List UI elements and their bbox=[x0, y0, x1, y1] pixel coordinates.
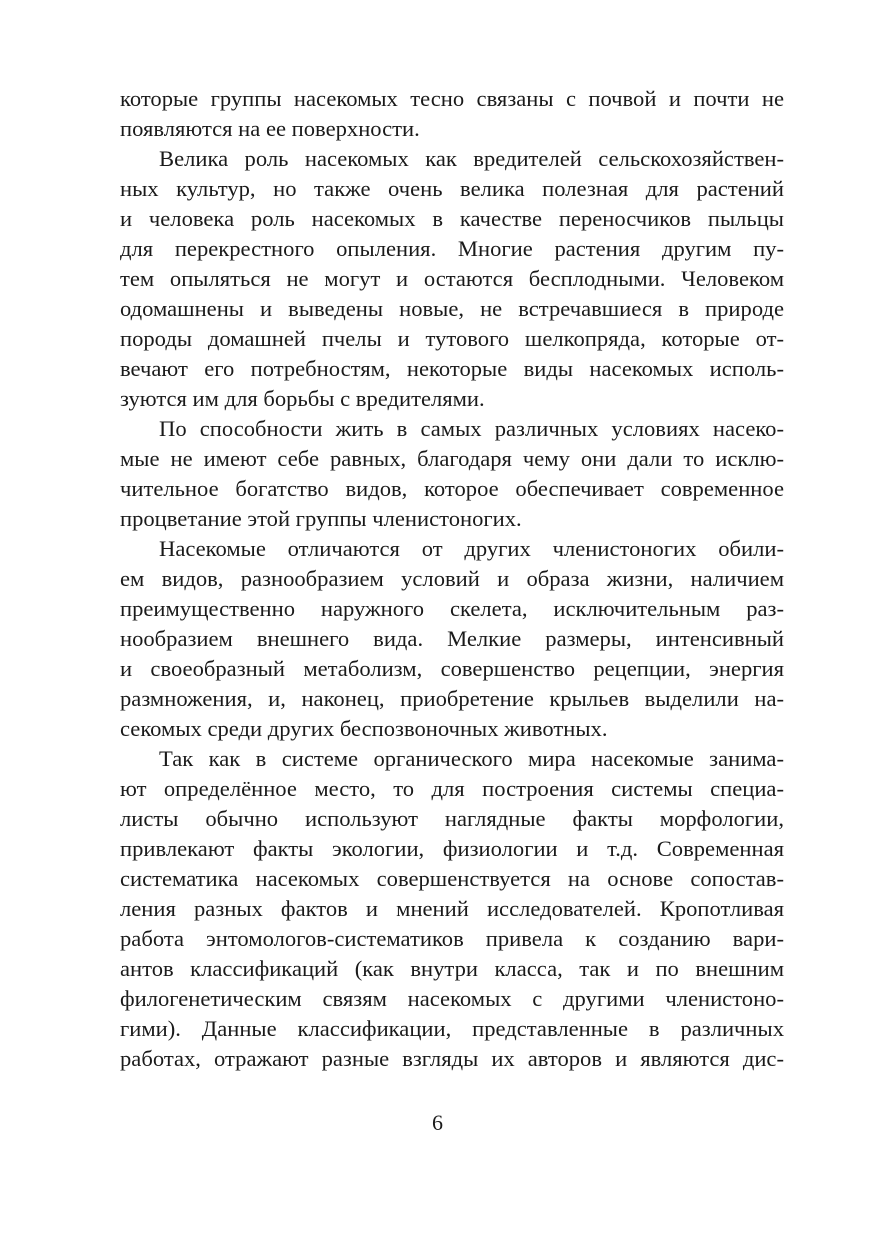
text-line: работа энтомологов-систематиков привела к созданию вари- bbox=[120, 926, 784, 951]
text-line: зуются им для борьбы с вредителями. bbox=[120, 386, 485, 411]
text-line: которые группы насекомых тесно связаны с почвой и почти не bbox=[120, 86, 784, 111]
text-line: листы обычно используют наглядные факты морфологии, bbox=[120, 806, 784, 831]
paragraph-start-line: Насекомые отличаются от других членистоногих обили- bbox=[159, 536, 784, 561]
text-line: появляются на ее поверхности. bbox=[120, 116, 420, 141]
text-line: и человека роль насекомых в качестве переносчиков пыльцы bbox=[120, 206, 784, 231]
text-line: ют определённое место, то для построения системы специа- bbox=[120, 776, 784, 801]
text-line: мые не имеют себе равных, благодаря чему они дали то исклю- bbox=[120, 446, 784, 471]
text-line: антов классификаций (как внутри класса, так и по внешним bbox=[120, 956, 784, 981]
text-line: процветание этой группы членистоногих. bbox=[120, 506, 522, 531]
text-line: ных культур, но также очень велика полезная для растений bbox=[120, 176, 784, 201]
paragraph-start-line: Велика роль насекомых как вредителей сельскохозяйствен- bbox=[159, 146, 784, 171]
paragraph-start-line: Так как в системе органического мира насекомые занима- bbox=[159, 746, 784, 771]
text-line: секомых среди других беспозвоночных животных. bbox=[120, 716, 608, 741]
text-line: и своеобразный метаболизм, совершенство рецепции, энергия bbox=[120, 656, 784, 681]
text-line: нообразием внешнего вида. Мелкие размеры, интенсивный bbox=[120, 626, 784, 651]
page-number: 6 bbox=[432, 1110, 443, 1135]
text-line: чительное богатство видов, которое обеспечивает современное bbox=[120, 476, 784, 501]
text-line: ем видов, разнообразием условий и образа жизни, наличием bbox=[120, 566, 784, 591]
paragraph-start-line: По способности жить в самых различных условиях насеко- bbox=[159, 416, 784, 441]
text-line: работах, отражают разные взгляды их авторов и являются дис- bbox=[120, 1046, 784, 1071]
text-line: одомашнены и выведены новые, не встречавшиеся в природе bbox=[120, 296, 784, 321]
text-line: филогенетическим связям насекомых с другими членистоно- bbox=[120, 986, 784, 1011]
text-line: породы домашней пчелы и тутового шелкопряда, которые от- bbox=[120, 326, 784, 351]
text-line: ления разных фактов и мнений исследователей. Кропотливая bbox=[120, 896, 784, 921]
text-line: для перекрестного опыления. Многие растения другим пу- bbox=[120, 236, 784, 261]
text-line: тем опыляться не могут и остаются бесплодными. Человеком bbox=[120, 266, 784, 291]
text-line: размножения, и, наконец, приобретение крыльев выделили на- bbox=[120, 686, 784, 711]
text-line: преимущественно наружного скелета, исключительным раз- bbox=[120, 596, 784, 621]
text-line: вечают его потребностям, некоторые виды насекомых исполь- bbox=[120, 356, 784, 381]
text-line: систематика насекомых совершенствуется на основе сопостав- bbox=[120, 866, 784, 891]
text-line: гими). Данные классификации, представленные в различных bbox=[120, 1016, 784, 1041]
text-line: привлекают факты экологии, физиологии и т.д. Современная bbox=[120, 836, 784, 861]
